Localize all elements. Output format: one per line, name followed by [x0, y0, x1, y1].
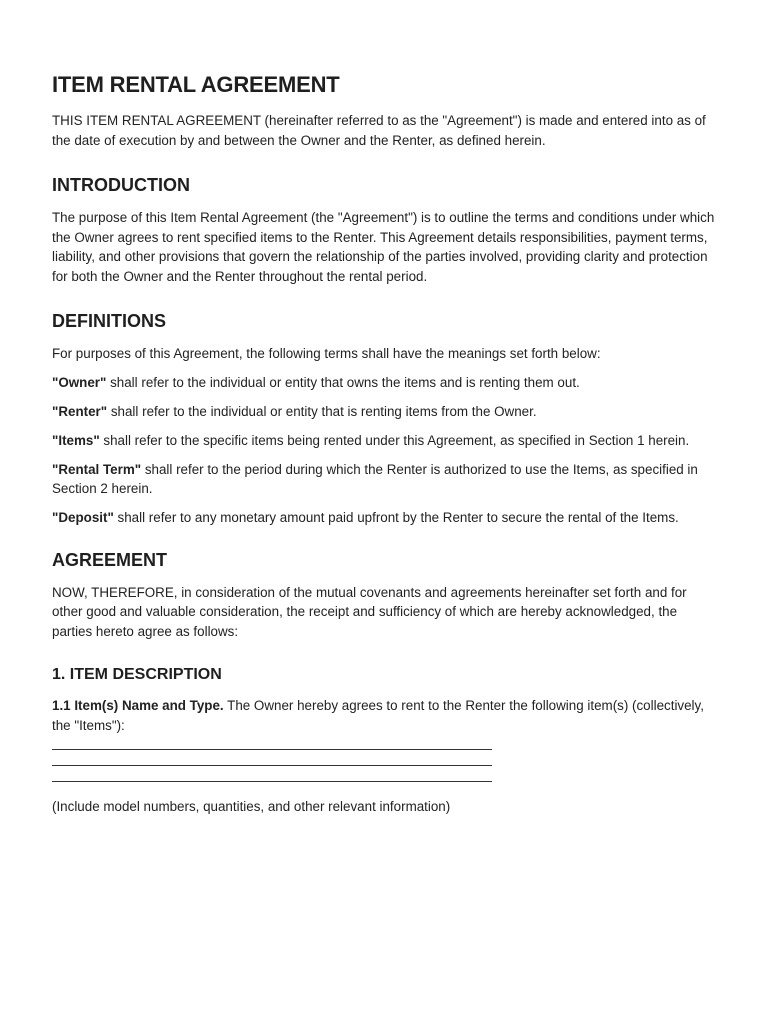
item-blank-line-1[interactable]	[52, 749, 492, 750]
preamble-paragraph: THIS ITEM RENTAL AGREEMENT (hereinafter referred to as the "Agreement") is made and entered into as of the date of execution by and between the Owner and the Renter, as defined herein.	[52, 113, 706, 148]
definition-term: "Deposit"	[52, 510, 114, 525]
definition-term: "Renter"	[52, 403, 108, 419]
definition-term: "Owner"	[52, 374, 107, 390]
definition-text: shall refer to the individual or entity that owns the items and is renting them out.	[106, 374, 580, 390]
agreement-heading: AGREEMENT	[52, 549, 168, 570]
introduction-paragraph: The purpose of this Item Rental Agreement (the "Agreement") is to outline the terms and conditions under which the Owner agrees to rent specified items to the Renter. This Agreement details responsibilities, payment terms, liability, and other provisions that govern the relationship of the parties involved, providing clarity and protection for both the Owner and the Renter throughout the rental period.	[52, 210, 715, 284]
definition-term: "Items"	[52, 432, 100, 448]
introduction-heading: INTRODUCTION	[52, 175, 190, 195]
definition-term: "Rental Term"	[52, 461, 142, 477]
definition-text: shall refer to any monetary amount paid upfront by the Renter to secure the rental of the Items.	[113, 510, 679, 525]
document-title: ITEM RENTAL AGREEMENT	[52, 72, 340, 97]
definition-deposit	[52, 508, 720, 528]
definition-text: shall refer to the individual or entity that is renting items from the Owner.	[107, 403, 537, 419]
definition-text: shall refer to the specific items being rented under this Agreement, as specified in Section 1 herein.	[99, 432, 690, 448]
clause-label: 1.1 Item(s) Name and Type.	[52, 698, 224, 713]
item-blank-line-3[interactable]	[52, 781, 492, 782]
section-1-heading: 1. ITEM DESCRIPTION	[52, 666, 222, 683]
definitions-lead: For purposes of this Agreement, the following terms shall have the meanings set forth below:	[52, 346, 601, 361]
clause-text: The Owner hereby agrees to rent to the Renter the following item(s) (collectively, the "Items"):	[52, 698, 704, 733]
definition-text: shall refer to the period during which the Renter is authorized to use the Items, as specified in Section 2 herein.	[52, 461, 698, 496]
definition-renter	[52, 402, 720, 422]
definition-items	[52, 431, 720, 451]
definition-rental-term	[52, 460, 720, 499]
definition-owner	[52, 373, 720, 393]
document-body	[52, 72, 720, 817]
clause-1-1	[52, 696, 720, 735]
definitions-heading: DEFINITIONS	[52, 311, 167, 331]
item-note: (Include model numbers, quantities, and other relevant information)	[52, 799, 451, 814]
agreement-paragraph: NOW, THEREFORE, in consideration of the mutual covenants and agreements hereinafter set forth and for other good and valuable consideration, the receipt and sufficiency of which are hereby acknowledged, the parties hereto agree as follows:	[52, 584, 687, 639]
item-blank-line-2[interactable]	[52, 765, 492, 766]
